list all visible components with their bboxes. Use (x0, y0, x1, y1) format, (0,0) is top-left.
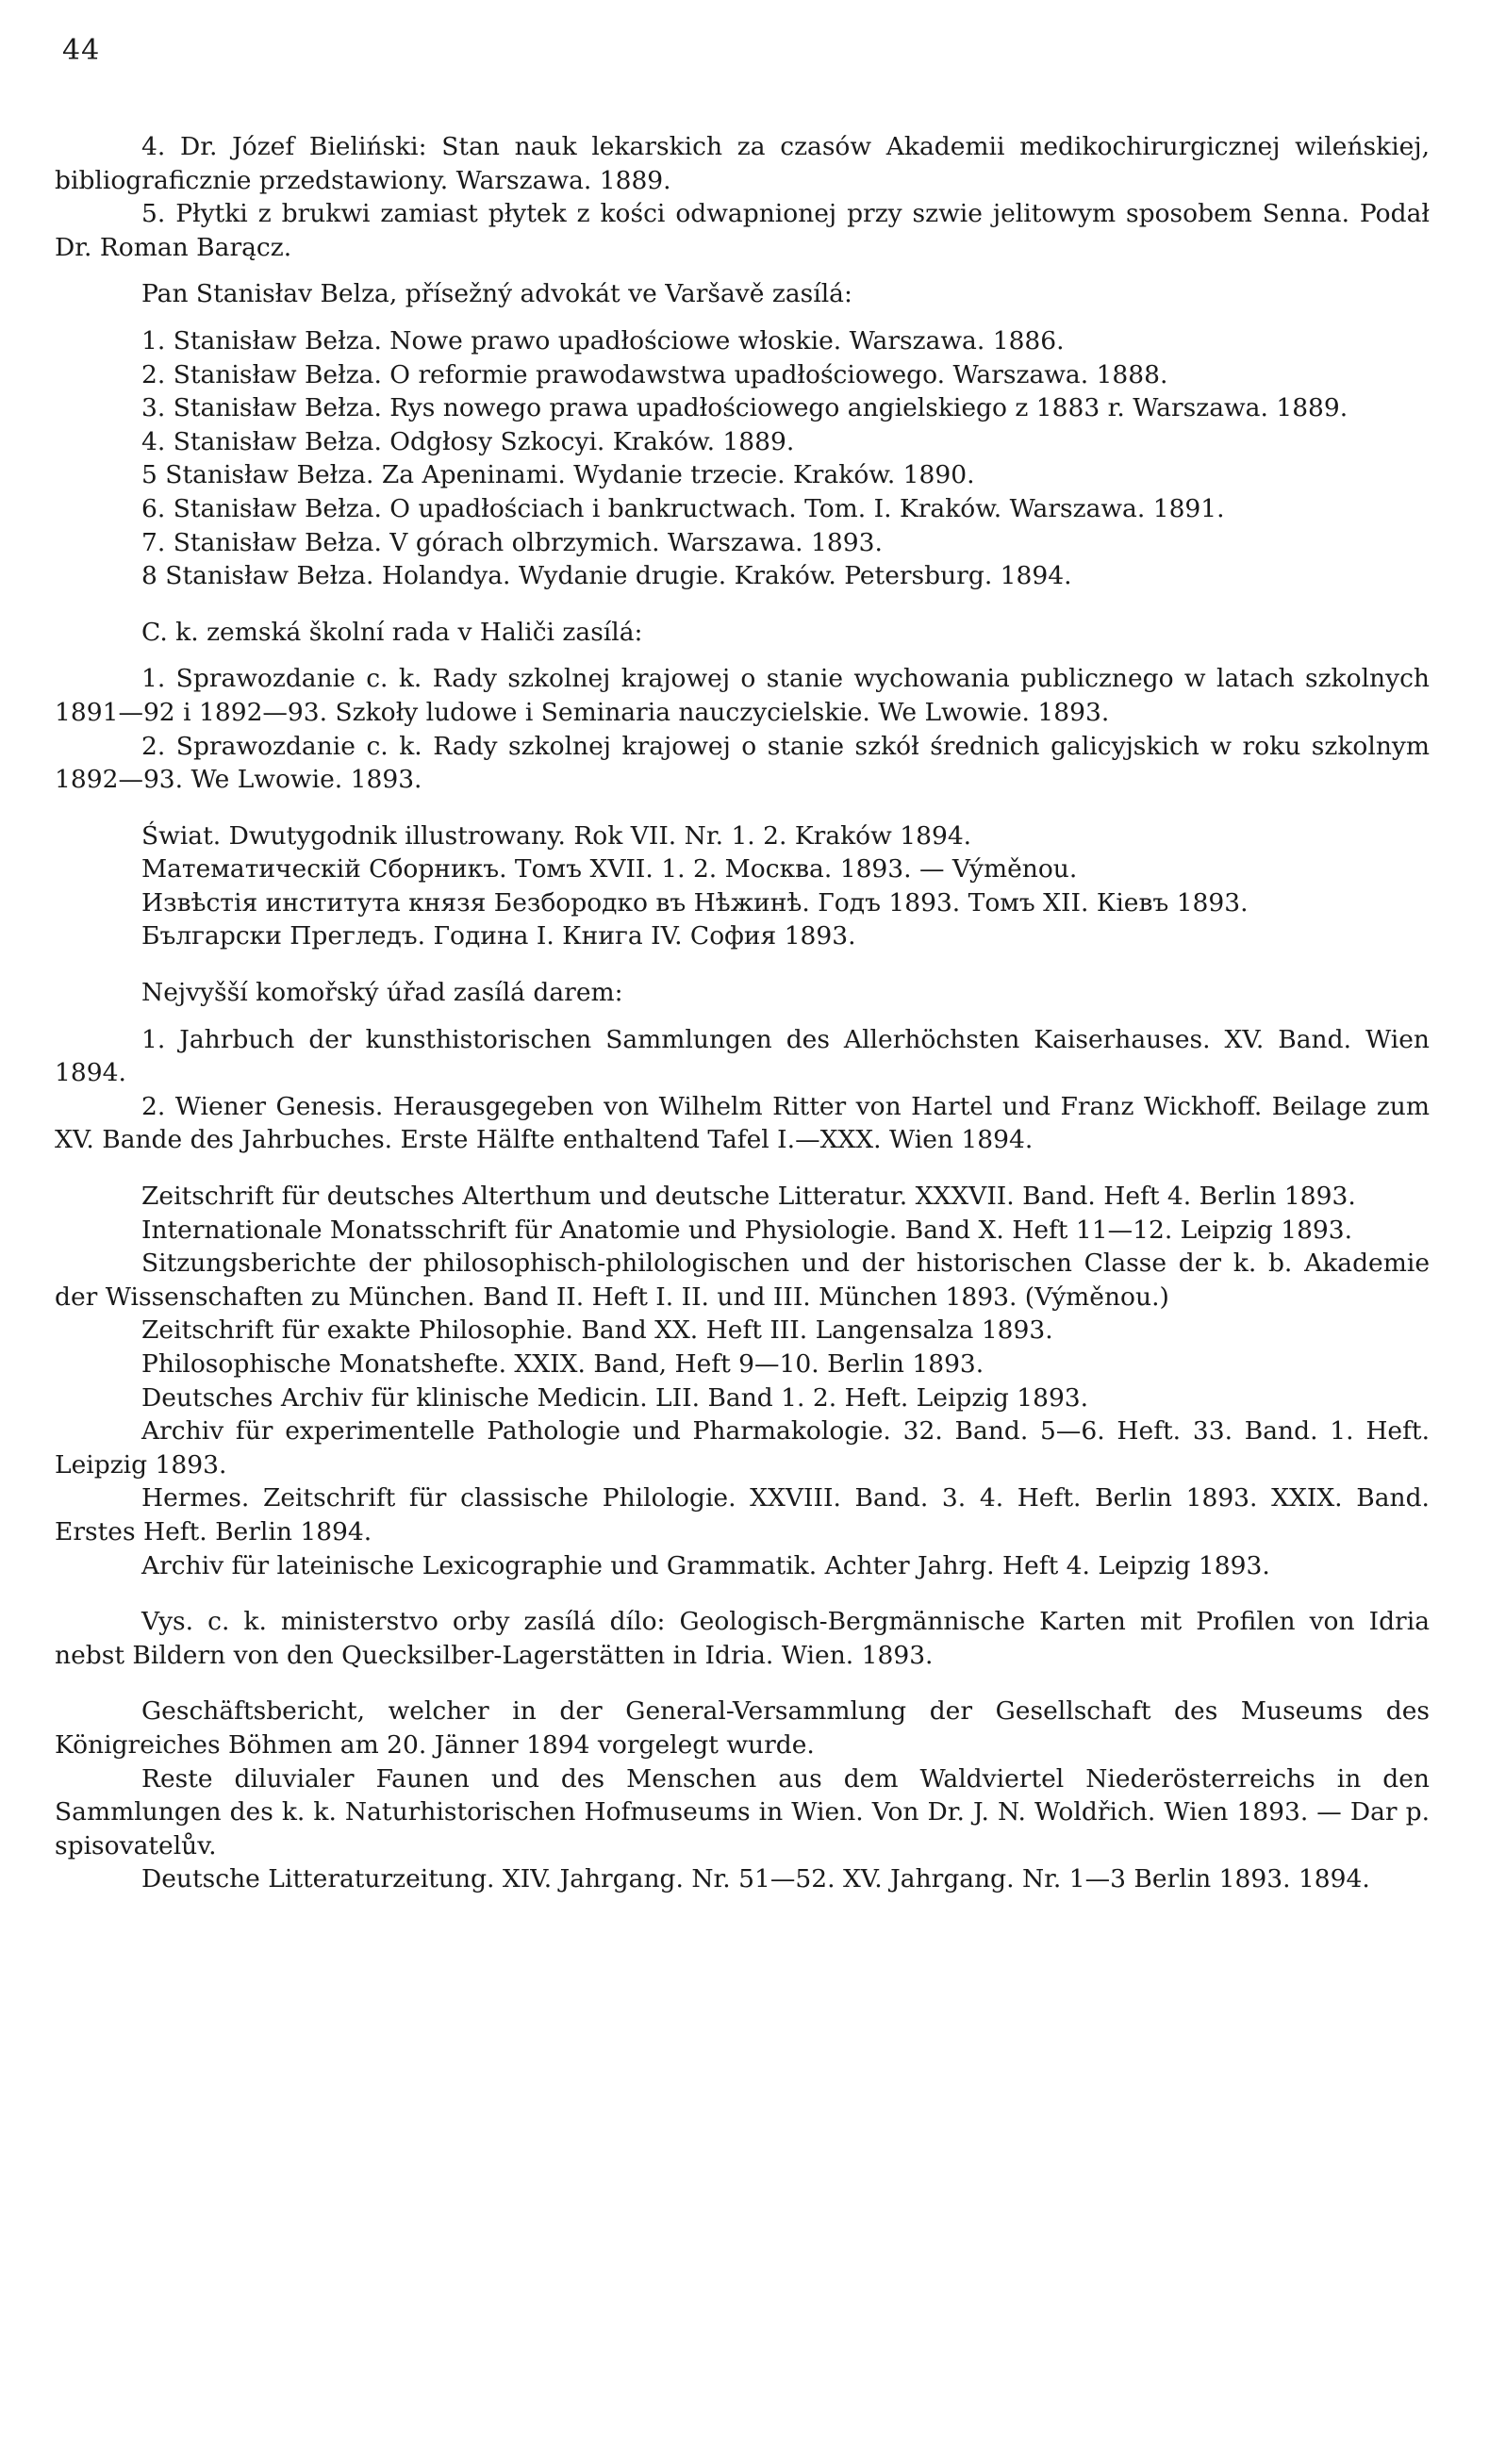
paragraph: 8 Stanisław Bełza. Holandya. Wydanie drugie. Kraków. Petersburg. 1894. (141, 561, 1072, 591)
paragraph: Математическій Сборникъ. Томъ XVII. 1. 2. Москва. 1893. — Výměnou. (141, 854, 1078, 885)
paragraph: 4. Stanisław Bełza. Odgłosy Szkocyi. Kraków. 1889. (141, 426, 795, 456)
paragraph: 7. Stanisław Bełza. V górach olbrzymich. Warszawa. 1893. (141, 527, 883, 557)
paragraph: 1. Sprawozdanie c. k. Rady szkolnej krajowej o stanie wychowania publicznego w latach szkolnych 1891—92 i 1892—93. Szkoły ludowe i Seminaria nauczycielskie. We Lwowie. 1893. (55, 664, 1430, 727)
paragraph: 2. Wiener Genesis. Herausgegeben von Wilhelm Ritter von Hartel und Franz Wickhoff. Beilage zum XV. Bande des Jahrbuches. Erste Hälfte enthaltend Tafel I.—XXX. Wien 1894. (55, 1091, 1430, 1155)
paragraph: 5 Stanisław Bełza. Za Apeninami. Wydanie trzecie. Kraków. 1890. (141, 460, 975, 490)
paragraph: Reste diluvialer Faunen und des Menschen aus dem Waldviertel Niederösterreichs in den Sammlungen des k. k. Naturhistorischen Hofmuseums in Wien. Von Dr. J. N. Woldřich. Wien 1893. — Dar p. spisovatelův. (55, 1763, 1430, 1860)
paragraph: Archiv für experimentelle Pathologie und Pharmakologie. 32. Band. 5—6. Heft. 33. Band. 1. Heft. Leipzig 1893. (55, 1416, 1430, 1480)
paragraph: 1. Stanisław Bełza. Nowe prawo upadłościowe włoskie. Warszawa. 1886. (141, 325, 1065, 356)
paragraph: 5. Płytki z brukwi zamiast płytek z kości odwapnionej przy szwie jelitowym sposobem Senna. Podał Dr. Roman Barącz. (55, 199, 1430, 262)
paragraph: Deutsches Archiv für klinische Medicin. LII. Band 1. 2. Heft. Leipzig 1893. (141, 1382, 1089, 1413)
paragraph: 2. Sprawozdanie c. k. Rady szkolnej krajowej o stanie szkół średnich galicyjskich w roku szkolnym 1892—93. We Lwowie. 1893. (55, 731, 1430, 795)
page-content (55, 130, 1430, 1896)
paragraph: 3. Stanisław Bełza. Rys nowego prawa upadłościowego angielskiego z 1883 r. Warszawa. 1889. (141, 393, 1348, 423)
paragraph: Geschäftsbericht, welcher in der General-Versammlung der Gesellschaft des Museums des Königreiches Böhmen am 20. Jänner 1894 vorgelegt wurde. (55, 1696, 1430, 1760)
paragraph: Sitzungsberichte der philosophisch-philologischen und der historischen Classe der k. b. Akademie der Wissenschaften zu München. Band II. Heft I. II. und III. München 1893. (Výměnou.) (55, 1249, 1430, 1312)
paragraph: Извѣстія института князя Безбородко въ Нѣжинѣ. Годъ 1893. Томъ XII. Кіевъ 1893. (141, 887, 1249, 918)
paragraph: Internationale Monatsschrift für Anatomie und Physiologie. Band X. Heft 11—12. Leipzig 1893. (141, 1215, 1353, 1245)
paragraph: Vys. c. k. ministerstvo orby zasílá dílo: Geologisch-Bergmännische Karten mit Profilen von Idria nebst Bildern von den Quecksilber-Lagerstätten in Idria. Wien. 1893. (55, 1607, 1430, 1670)
paragraph: Zeitschrift für exakte Philosophie. Band XX. Heft III. Langensalza 1893. (141, 1315, 1053, 1346)
paragraph: Deutsche Litteraturzeitung. XIV. Jahrgang. Nr. 51—52. XV. Jahrgang. Nr. 1—3 Berlin 1893. 1894. (141, 1864, 1370, 1894)
paragraph: Philosophische Monatshefte. XXIX. Band, Heft 9—10. Berlin 1893. (141, 1349, 984, 1379)
paragraph: 2. Stanisław Bełza. O reformie prawodawstwa upadłościowego. Warszawa. 1888. (141, 359, 1168, 389)
section-heading: C. k. zemská školní rada v Haliči zasílá: (141, 617, 643, 647)
paragraph: Български Прегледъ. Година I. Книга IV. София 1893. (141, 921, 856, 951)
paragraph: 1. Jahrbuch der kunsthistorischen Sammlungen des Allerhöchsten Kaiserhauses. XV. Band. Wien 1894. (55, 1024, 1430, 1088)
paragraph: Hermes. Zeitschrift für classische Philologie. XXVIII. Band. 3. 4. Heft. Berlin 1893. XXIX. Band. Erstes Heft. Berlin 1894. (55, 1483, 1430, 1546)
section-heading: Nejvyšší komořský úřad zasílá darem: (141, 978, 623, 1008)
paragraph: Archiv für lateinische Lexicographie und Grammatik. Achter Jahrg. Heft 4. Leipzig 1893. (141, 1550, 1270, 1580)
paragraph: Świat. Dwutygodnik illustrowany. Rok VII. Nr. 1. 2. Kraków 1894. (141, 820, 972, 851)
page-number: 44 (62, 34, 101, 67)
paragraph: 4. Dr. Józef Bieliński: Stan nauk lekarskich za czasów Akademii medikochirurgicznej wileńskiej, bibliograficznie przedstawiony. Warszawa. 1889. (55, 132, 1430, 195)
paragraph: 6. Stanisław Bełza. O upadłościach i bankructwach. Tom. I. Kraków. Warszawa. 1891. (141, 493, 1225, 523)
paragraph: Zeitschrift für deutsches Alterthum und deutsche Litteratur. XXXVII. Band. Heft 4. Berlin 1893. (141, 1182, 1356, 1212)
section-heading: Pan Stanisłav Belza, přísežný advokát ve Varšavě zasílá: (141, 279, 852, 309)
